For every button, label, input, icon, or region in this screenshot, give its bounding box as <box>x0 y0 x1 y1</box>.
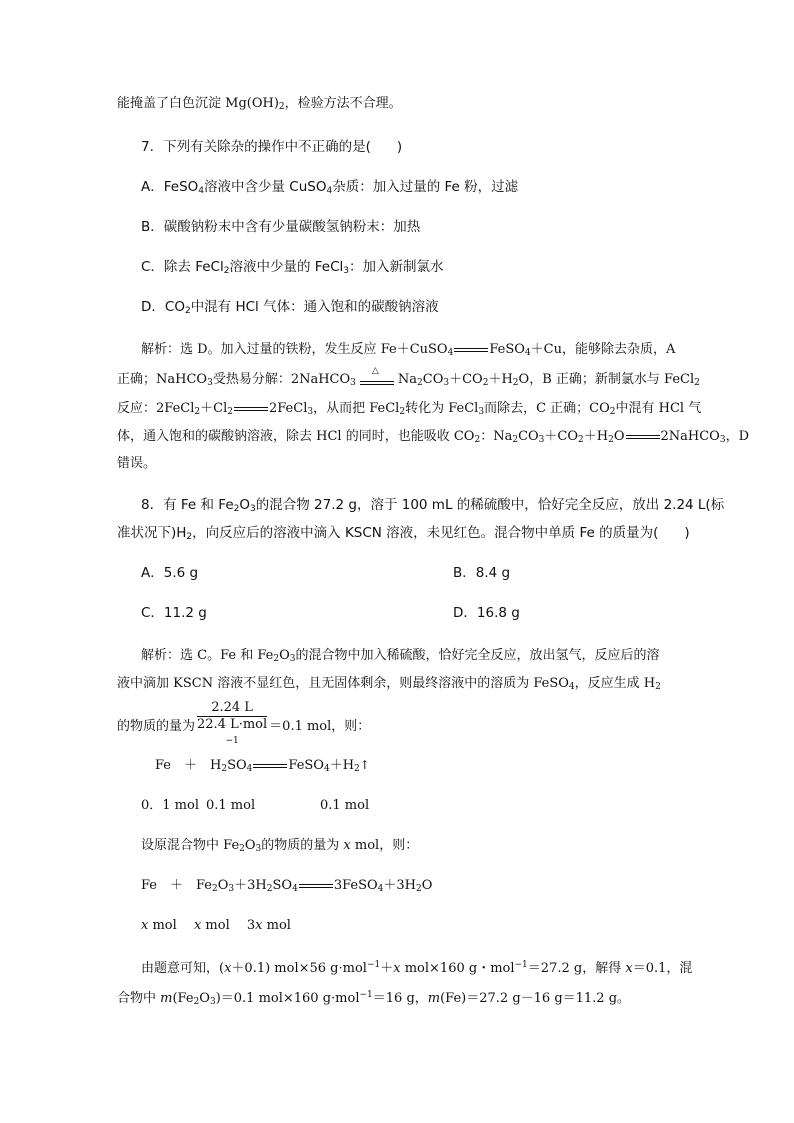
mol-row-2: x mol x mol 3x mol <box>141 918 291 933</box>
option-d: D．$CO_2$中混有 HCl 气体：通入饱和的碳酸钠溶液 <box>141 299 439 316</box>
solution-8-line-3: 的物质的量为 2.24 L 22.4 L·mol $^{-1}$ ＝0.1 mol，则： <box>117 700 370 753</box>
fraction: 2.24 L 22.4 L·mol $^{-1}$ <box>197 700 268 746</box>
option-c: C．除去 FeCl$_2$溶液中少量的 FeCl$_3$：加入新制氯水 <box>141 259 444 276</box>
mol-row-1-c: 0.1 mol <box>320 798 370 813</box>
mol-row-1-a: 0．1 mol <box>141 798 199 813</box>
equals-arrow <box>234 407 268 411</box>
solution-7-line-5: 错误。 <box>117 456 157 471</box>
q8-option-c: C．11.2 g <box>141 605 207 621</box>
equals-arrow <box>299 884 333 888</box>
final-line-1: 由题意可知，(x＋0.1) mol×56 g·mol$^{-1}$＋x mol×160 g・mol$^{-1}$＝27.2 g，解得 x＝0.1，混 <box>141 960 693 976</box>
equals-arrow <box>253 764 287 768</box>
text-line: 能掩盖了白色沉淀 $Mg(OH)_2$，检验方法不合理。 <box>117 96 402 112</box>
solution-7-line-1: 解析：选 D。加入过量的铁粉，发生反应 Fe＋CuSO$_4$ FeSO$_4$＋Cu，能够除去杂质，A <box>141 342 676 358</box>
solution-8-line-1: 解析：选 C。Fe 和 $Fe_2O_3$的混合物中加入稀硫酸，恰好完全反应，放出氢气，反应后的溶 <box>141 648 660 664</box>
solution-7-line-2: 正确；NaHCO$_3$受热易分解：2NaHCO$_3$ △ $Na_2CO_3+CO_2+H_2O$，B 正确；新制氯水与 FeCl$_2$ <box>117 365 700 388</box>
equals-arrow <box>454 348 488 352</box>
question-7-stem: 7．下列有关除杂的操作中不正确的是( ) <box>141 139 403 155</box>
option-a: A．FeSO$_4$溶液中含少量 CuSO$_4$杂质：加入过量的 Fe 粉，过滤 <box>141 179 519 196</box>
equals-arrow <box>626 435 660 439</box>
mol-row-1-b: 0.1 mol <box>206 798 256 813</box>
solution-7-line-3: 反应：$2FeCl_2+Cl_2$ 2FeCl$_3$，从而把 FeCl$_2$转化为 FeCl$_3$而除去，C 正确；$CO_2$中混有 HCl 气 <box>117 401 702 417</box>
heat-arrow: △ <box>359 373 395 387</box>
equation-2: Fe ＋ $Fe_2O_3+3H_2SO_4$ $3FeSO_4+3H_2O$ <box>141 878 433 894</box>
final-line-2: 合物中 $m(Fe_2O_3)=0.1$ mol×160 g·mol$^{-1}$＝16 g，m(Fe)＝27.2 g－16 g＝11.2 g。 <box>117 990 631 1007</box>
question-8-line-2: 准状况下)$H_2$，向反应后的溶液中滴入 KSCN 溶液，未见红色。混合物中单质 Fe 的质量为( ) <box>117 525 690 542</box>
q8-option-a: A．5.6 g <box>141 565 199 581</box>
option-b: B．碳酸钠粉末中含有少量碳酸氢钠粉末：加热 <box>141 219 421 235</box>
q8-option-d: D．16.8 g <box>453 605 520 621</box>
equation-1: Fe ＋ $H_2SO_4$ $FeSO_4+H_2↑$ <box>155 758 370 774</box>
solution-7-line-4: 体，通入饱和的碳酸钠溶液，除去 HCl 的同时，也能吸收 $CO_2$：$Na_2CO_3+CO_2+H_2O$ 2NaHCO$_3$，D <box>117 429 750 445</box>
assumption-line: 设原混合物中 $Fe_2O_3$的物质的量为 x mol，则： <box>141 838 419 854</box>
question-8-line-1: 8．有 Fe 和 $Fe_2O_3$的混合物 27.2 g，溶于 100 mL 的稀硫酸中，恰好完全反应，放出 2.24 L(标 <box>141 497 725 514</box>
solution-8-line-2: 液中滴加 KSCN 溶液不显红色，且无固体剩余，则最终溶液中的溶质为 FeSO$_4$，反应生成 $H_2$ <box>117 676 661 692</box>
q8-option-b: B．8.4 g <box>453 565 511 581</box>
